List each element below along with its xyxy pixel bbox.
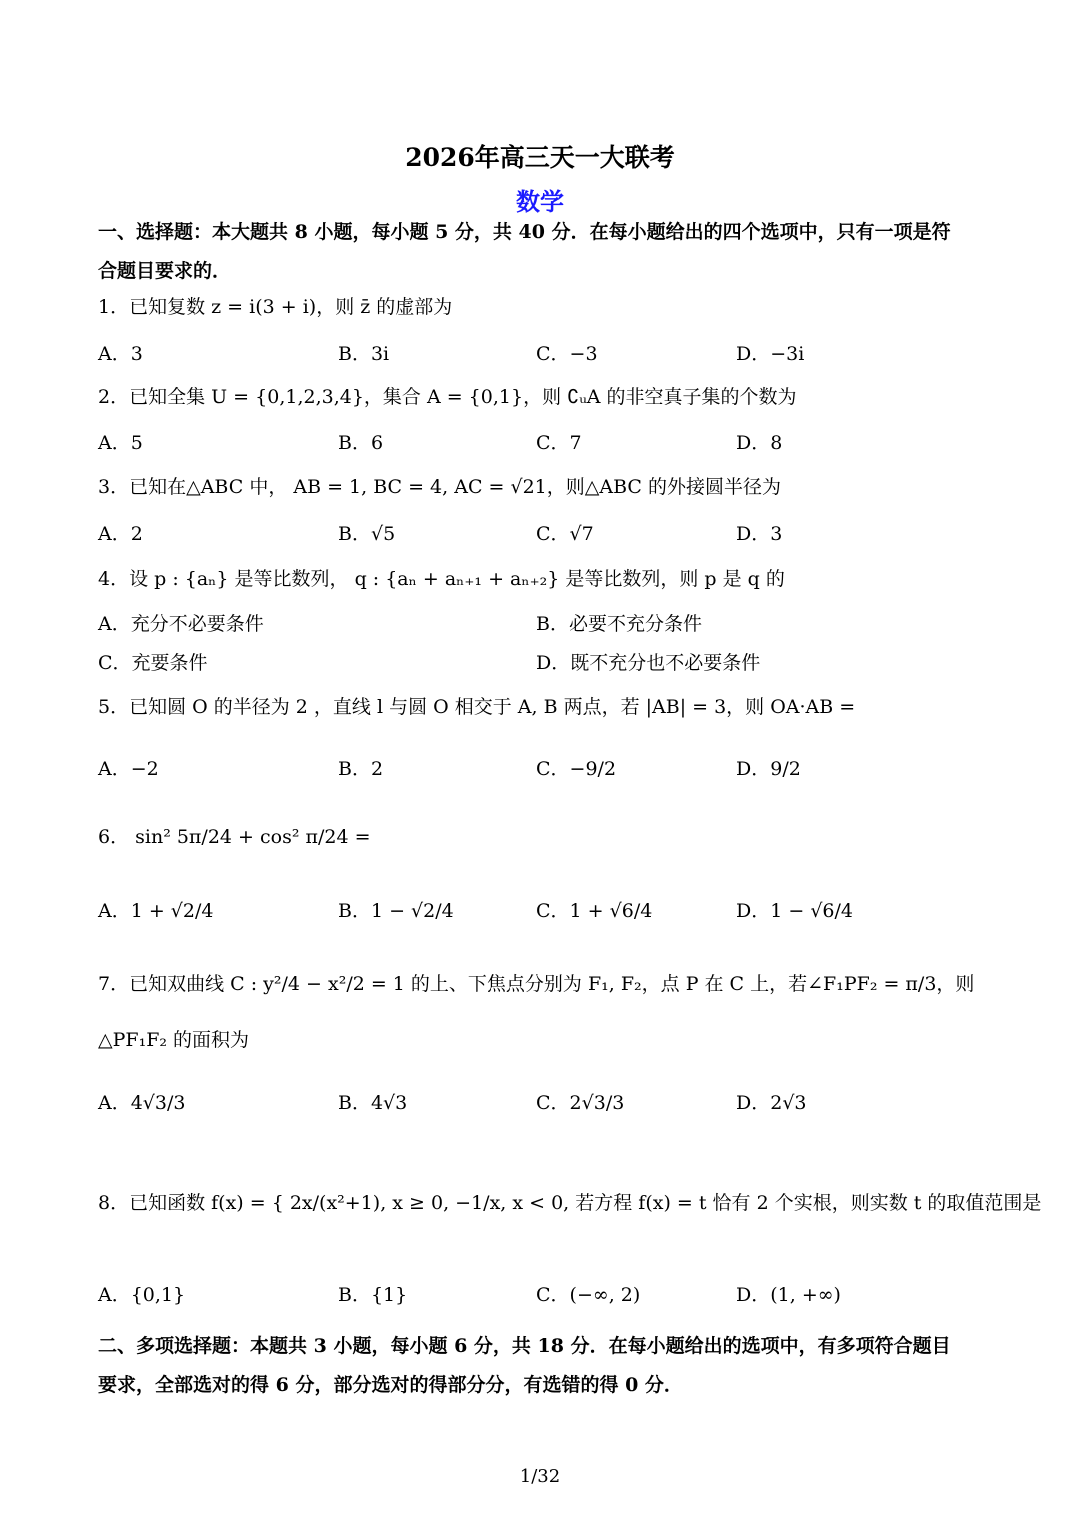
q2-option-b: B．6 xyxy=(338,432,384,454)
q8-option-c: C．(−∞, 2) xyxy=(536,1284,641,1306)
q3-stem: 3．已知在△ABC 中， AB = 1, BC = 4, AC = √21，则△ABC 的外接圆半径为 xyxy=(98,476,781,498)
q5-option-b: B．2 xyxy=(338,758,384,780)
page-title: 2026年高三天一大联考 xyxy=(405,143,675,172)
q3-option-c: C．√7 xyxy=(536,523,594,545)
q6-option-b: B．1 − √2/4 xyxy=(338,900,454,922)
q4-option-b: B．必要不充分条件 xyxy=(536,613,702,635)
q3-option-d: D．3 xyxy=(736,523,783,545)
section2-heading-line2: 要求，全部选对的得 6 分，部分选对的得部分分，有选错的得 0 分． xyxy=(98,1374,683,1396)
q5-option-a: A．−2 xyxy=(98,758,159,780)
q1-option-b: B．3i xyxy=(338,343,390,365)
q3-option-a: A．2 xyxy=(98,523,143,545)
subject-title: 数学 xyxy=(516,187,564,216)
page-number: 1/32 xyxy=(519,1466,561,1487)
q1-option-c: C．−3 xyxy=(536,343,598,365)
q2-stem: 2．已知全集 U = {0,1,2,3,4}，集合 A = {0,1}，则 ∁ᵤA 的非空真子集的个数为 xyxy=(98,386,797,408)
q8-option-d: D．(1, +∞) xyxy=(736,1284,841,1306)
q4-option-c: C．充要条件 xyxy=(98,652,208,674)
q7-stem: 7．已知双曲线 C : y²/4 − x²/2 = 1 的上、下焦点分别为 F₁, F₂，点 P 在 C 上，若∠F₁PF₂ = π/3，则 xyxy=(98,973,975,995)
q7-option-b: B．4√3 xyxy=(338,1092,408,1114)
q4-stem: 4．设 p : {aₙ} 是等比数列， q : {aₙ + aₙ₊₁ + aₙ₊₂} 是等比数列，则 p 是 q 的 xyxy=(98,568,785,590)
section1-heading-line2: 合题目要求的． xyxy=(98,260,232,282)
q7-option-d: D．2√3 xyxy=(736,1092,807,1114)
q1-stem: 1．已知复数 z = i(3 + i)，则 z̄ 的虚部为 xyxy=(98,296,453,318)
q8-option-a: A．{0,1} xyxy=(98,1284,186,1306)
q6-option-d: D．1 − √6/4 xyxy=(736,900,854,922)
q2-option-c: C．7 xyxy=(536,432,582,454)
q4-option-d: D．既不充分也不必要条件 xyxy=(536,652,761,674)
q2-option-d: D．8 xyxy=(736,432,783,454)
q5-option-c: C．−9/2 xyxy=(536,758,617,780)
q6-option-a: A．1 + √2/4 xyxy=(98,900,214,922)
q8-option-b: B．{1} xyxy=(338,1284,408,1306)
q1-option-d: D．−3i xyxy=(736,343,805,365)
q7-option-a: A．4√3/3 xyxy=(98,1092,186,1114)
q7-option-c: C．2√3/3 xyxy=(536,1092,625,1114)
q5-stem: 5．已知圆 O 的半径为 2 ，直线 l 与圆 O 相交于 A, B 两点，若 |AB| = 3，则 OA·AB = xyxy=(98,696,856,718)
section2-heading-line1: 二、多项选择题：本题共 3 小题，每小题 6 分，共 18 分．在每小题给出的选项中，有多项符合题目 xyxy=(98,1335,951,1357)
q3-option-b: B．√5 xyxy=(338,523,396,545)
q7-stem-line2: △PF₁F₂ 的面积为 xyxy=(98,1029,250,1051)
q8-stem: 8．已知函数 f(x) = { 2x/(x²+1), x ≥ 0, −1/x, x < 0, 若方程 f(x) = t 恰有 2 个实根，则实数 t 的取值范围是 xyxy=(98,1192,1042,1214)
q1-option-a: A．3 xyxy=(98,343,143,365)
q2-option-a: A．5 xyxy=(98,432,143,454)
q6-stem: 6． sin² 5π/24 + cos² π/24 = xyxy=(98,826,371,848)
q6-option-c: C．1 + √6/4 xyxy=(536,900,653,922)
q5-option-d: D．9/2 xyxy=(736,758,801,780)
section1-heading-line1: 一、选择题：本大题共 8 小题，每小题 5 分，共 40 分．在每小题给出的四个选项中，只有一项是符 xyxy=(98,221,951,243)
q4-option-a: A．充分不必要条件 xyxy=(98,613,264,635)
